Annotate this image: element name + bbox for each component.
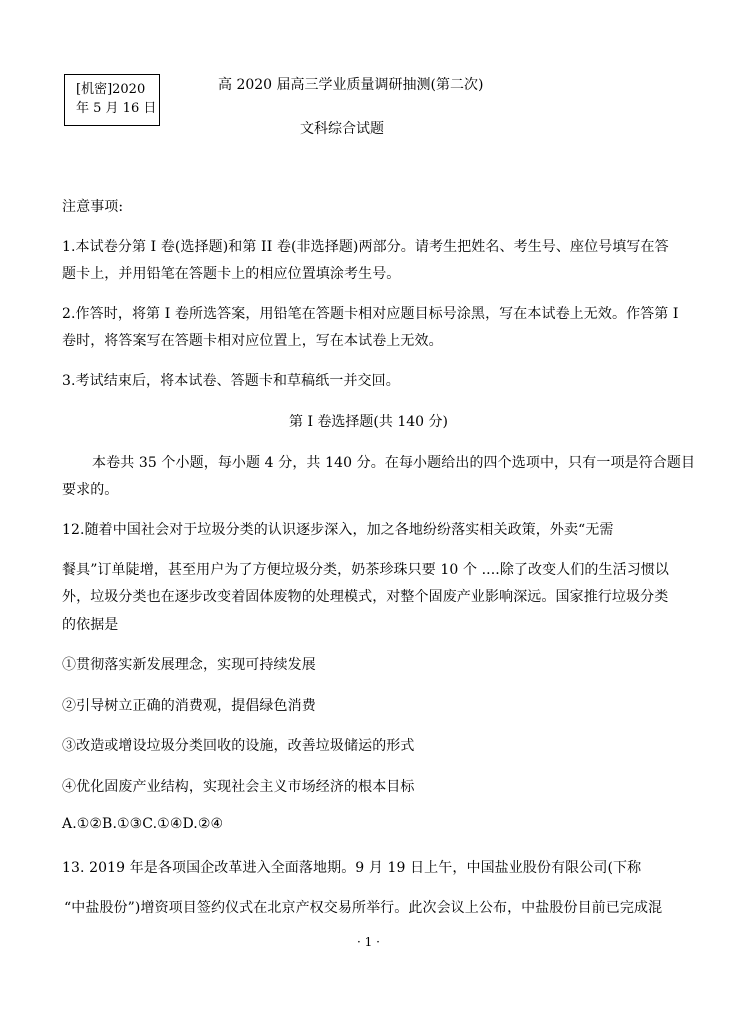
notice-heading: 注意事项: [62,199,124,215]
exam-date: 年 5 月 16 日 [76,101,157,116]
confidential-stamp-box [64,74,160,126]
notice-item-3: 3.考试结束后，将本试卷、答题卡和草稿纸一并交回。 [62,373,400,389]
question-12-line-4: 的依据是 [62,617,119,633]
notice-item-2-line-2: 卷时，将答案写在答题卡相对应位置上，写在本试卷上无效。 [62,333,443,349]
question-12-line-2: 餐具”订单陡增，甚至用户为了方便垃圾分类，奶茶珍珠只要 10 个 ....除了改变人们的生活习惯以 [62,562,670,578]
page-number: · 1 · [357,935,380,949]
section-intro-line-2: 要求的。 [62,482,119,498]
question-12-line-3: 外，垃圾分类也在逐步改变着固体废物的处理模式，对整个固废产业影响深远。国家推行垃圾分类 [62,589,669,605]
question-12-option-2: ②引导树立正确的消费观，提倡绿色消费 [62,698,316,714]
question-12-choices: A.①②B.①③C.①④D.②④ [62,816,224,832]
notice-item-2-line-1: 2.作答时，将第 I 卷所选答案，用铅笔在答题卡相对应题目标号涂黑，写在本试卷上无效。作答第 I [62,306,679,322]
question-12-option-1: ①贯彻落实新发展理念，实现可持续发展 [62,657,316,673]
exam-subtitle: 文科综合试题 [300,121,384,137]
notice-item-1-line-1: 1.本试卷分第 I 卷(选择题)和第 II 卷(非选择题)两部分。请考生把姓名、考生号、座位号填写在答 [62,239,669,255]
confidential-label: [机密]2020 [76,82,146,97]
question-13-line-2: “中盐股份”)增资项目签约仪式在北京产权交易所举行。此次会议上公布，中盐股份目前已完成混 [64,900,663,916]
section-heading: 第 I 卷选择题(共 140 分) [289,414,448,430]
question-12-option-3: ③改造或增设垃圾分类回收的设施，改善垃圾储运的形式 [62,738,415,754]
exam-title: 高 2020 届高三学业质量调研抽测(第二次) [218,77,484,93]
question-13-line-1: 13. 2019 年是各项国企改革进入全面落地期。9 月 19 日上午，中国盐业股份有限公司(下称 [62,860,642,876]
notice-item-1-line-2: 题卡上，并用铅笔在答题卡上的相应位置填涂考生号。 [62,266,401,282]
section-intro-line-1: 本卷共 35 个小题，每小题 4 分，共 140 分。在每小题给出的四个选项中，只有一项是符合题目 [92,455,696,471]
question-12-line-1: 12.随着中国社会对于垃圾分类的认识逐步深入，加之各地纷纷落实相关政策，外卖“无需 [62,522,614,538]
question-12-option-4: ④优化固废产业结构，实现社会主义市场经济的根本目标 [62,779,415,795]
